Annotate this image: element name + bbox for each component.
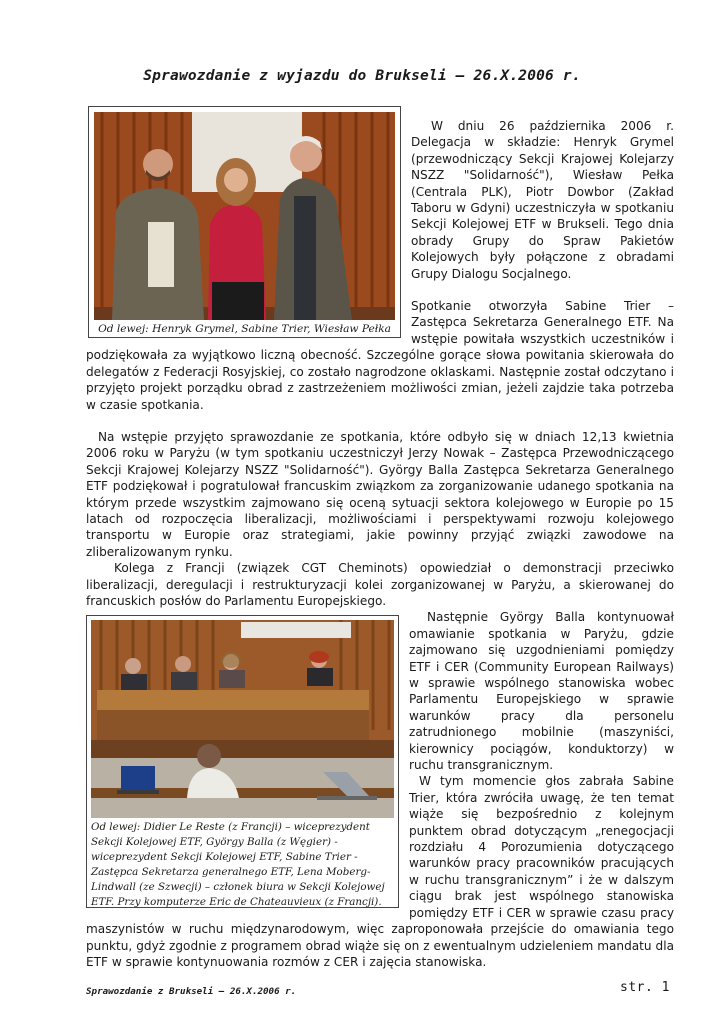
page-title: Sprawozdanie z wyjazdu do Brukseli – 26.X.2006 r. — [143, 68, 581, 84]
paragraph-2: Spotkanie otworzyła Sabine Trier – Zastępca Sekretarza Generalnego ETF. Na wstępie powitała wszystkich uczestników i podziękowała za wyjątkowo liczną obecność. Szczególne gorące słowa powitania skierowała do delegatów z Federacji Rosyjskiej, co zostało nagrodzone oklaskami. Następnie został odczytano i przyjęto projekt porządku obrad z zastrzeżeniem możliwości zmian, jeżeli zajdzie taka potrzeba w czasie spotkania. — [86, 299, 674, 412]
paragraph-1: W dniu 26 października 2006 r. Delegacja w składzie: Henryk Grymel (przewodniczący Sekcji Krajowej Kolejarzy NSZZ "Solidarność"), Wiesław Pełka (Centrala PLK), Piotr Dowbor (Zakład Taboru w Gdyni) uczestniczyła w spotkaniu Sekcji Kolejowej ETF w Brukseli. Tego dnia obrady Grupy do Spraw Pakietów Kolejowych były połączone z obradami Grupy Dialogu Socjalnego. — [411, 119, 674, 281]
meeting-photo-image — [91, 620, 394, 818]
group-photo-image — [94, 112, 395, 320]
photo-frame-2 — [86, 615, 399, 908]
document-body — [86, 118, 674, 970]
paragraph-6: W tym momencie głos zabrała Sabine Trier, która zwróciła uwagę, że ten temat wiąże się bezpośrednio z kolejnym punktem obrad dotyczącym „renegocjacji rozdziału 4 Porozumienia dotyczącego warunków pracy pracowników pracujących w ruchu transgranicznym” i że w dalszym ciągu brak jest wspólnego stanowiska pomiędzy ETF i CER w sprawie czasu pracy maszynistów w ruchu międzynarodowym, więc zaproponowała przejście do omawiania tego punktu, gdyż zgodnie z programem obrad wiąże się on z ewentualnym udzieleniem mandatu dla ETF w sprawie kontynuowania rozmów z CER i zajęcia stanowiska. — [86, 774, 674, 969]
photo-frame-1 — [88, 106, 401, 338]
photo-caption-1: Od lewej: Henryk Grymel, Sabine Trier, Wiesław Pełka — [98, 323, 391, 335]
footer-document-title: Sprawozdanie z Brukseli – 26.X.2006 r. — [86, 986, 297, 997]
paragraph-5: Następnie György Balla kontynuował omawianie spotkania w Paryżu, gdzie zajmowano się uzgodnieniami pomiędzy ETF i CER (Community European Railways) w sprawie wspólnego stanowiska wobec Parlamentu Europejskiego w sprawie warunków pracy dla personelu zatrudnionego mobilnie (maszyniści, kierownicy pociągów, konduktorzy) w ruchu transgranicznym. — [409, 610, 674, 773]
paragraph-3: Na wstępie przyjęto sprawozdanie ze spotkania, które odbyło się w dniach 12,13 kwietnia 2006 roku w Paryżu (w tym spotkaniu uczestniczył Jerzy Nowak – Zastępca Przewodniczącego Sekcji Krajowej Kolejarzy NSZZ "Solidarność"). György Balla Zastępca Sekretarza Generalnego ETF podziękował i pogratulował francuskim związkom za zorganizowanie udanego spotkania na którym przede wszystkim zajmowano się oceną sytuacji sektora kolejowego w Europie po 15 latach od rozpoczęcia liberalizacji, możliwościami i perspektywami rozwoju kolejowego transportu w Europie oraz strategiami, jakie powinny przyjąć związki zawodowe na zliberalizowanym rynku. — [86, 429, 674, 559]
photo-caption-2: Od lewej: Didier Le Reste (z Francji) – wiceprezydent Sekcji Kolejowej ETF, György Balla (z Węgier) - wiceprezydent Sekcji Kolejowej ETF, Sabine Trier - Zastępca Sekretarza generalnego ETF, Lena Moberg-Lindwall (ze Szwecji) – członek biura w Sekcji Kolejowej ETF. Przy komputerze Eric de Chateauvieux (z Francji). — [91, 821, 385, 909]
paragraph-4: Kolega z Francji (związek CGT Cheminots) opowiedział o demonstracji przeciwko liberalizacji, deregulacji i restrukturyzacji kolei zorganizowanej w Paryżu, a skierowanej do francuskich posłów do Parlamentu Europejskiego. — [86, 561, 674, 608]
page-number: str. 1 — [620, 980, 670, 995]
